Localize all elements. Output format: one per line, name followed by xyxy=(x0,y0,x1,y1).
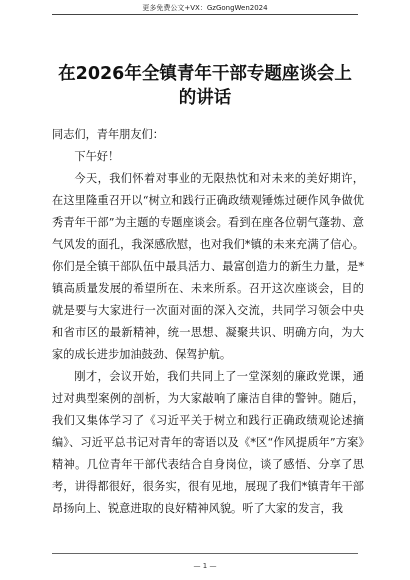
header-divider xyxy=(52,14,358,15)
body-paragraph: 刚才，会议开始，我们共同上了一堂深刻的廉政党课，通过对典型案例的剖析，为大家敲响了廉洁自律的警钟。随后，我们又集体学习了《习近平关于树立和践行正确政绩观论述摘编》、习近平总书记对青年的寄语以及《*区“作风提质年”方案》精神。几位青年干部代表结合自身岗位，谈了感悟、分享了思考，讲得都很好，很务实，很有见地，展现了我们*镇青年干部昂扬向上、锐意进取的良好精神风貌。听了大家的发言，我 xyxy=(52,370,364,515)
salutation: 同志们，青年朋友们： xyxy=(52,128,164,141)
greeting: 下午好！ xyxy=(74,150,120,163)
page-header: 更多免费公文+VX：GzGongWen2024 xyxy=(142,4,268,12)
page-number: — 1 — xyxy=(193,562,217,570)
body-paragraph: 今天，我们怀着对事业的无限热忱和对未来的美好期许，在这里隆重召开以“树立和践行正确政绩观锤炼过硬作风争做优秀青年干部”为主题的专题座谈会。看到在座各位朝气蓬勃、意气风发的面孔，我深感欣慰，也对我们*镇的未来充满了信心。你们是全镇干部队伍中最具活力、最富创造力的新生力量，是*镇高质量发展的希望所在、未来所系。召开这次座谈会，目的就是要与大家进行一次面对面的深入交流，共同学习领会中央和省市区的最新精神，统一思想、凝聚共识、明确方向，为大家的成长进步加油鼓劲、保驾护航。 xyxy=(52,172,364,361)
document-body xyxy=(52,124,364,520)
footer-divider xyxy=(52,553,358,554)
document-title: 在2026年全镇青年干部专题座谈会上的讲话 xyxy=(58,64,352,108)
